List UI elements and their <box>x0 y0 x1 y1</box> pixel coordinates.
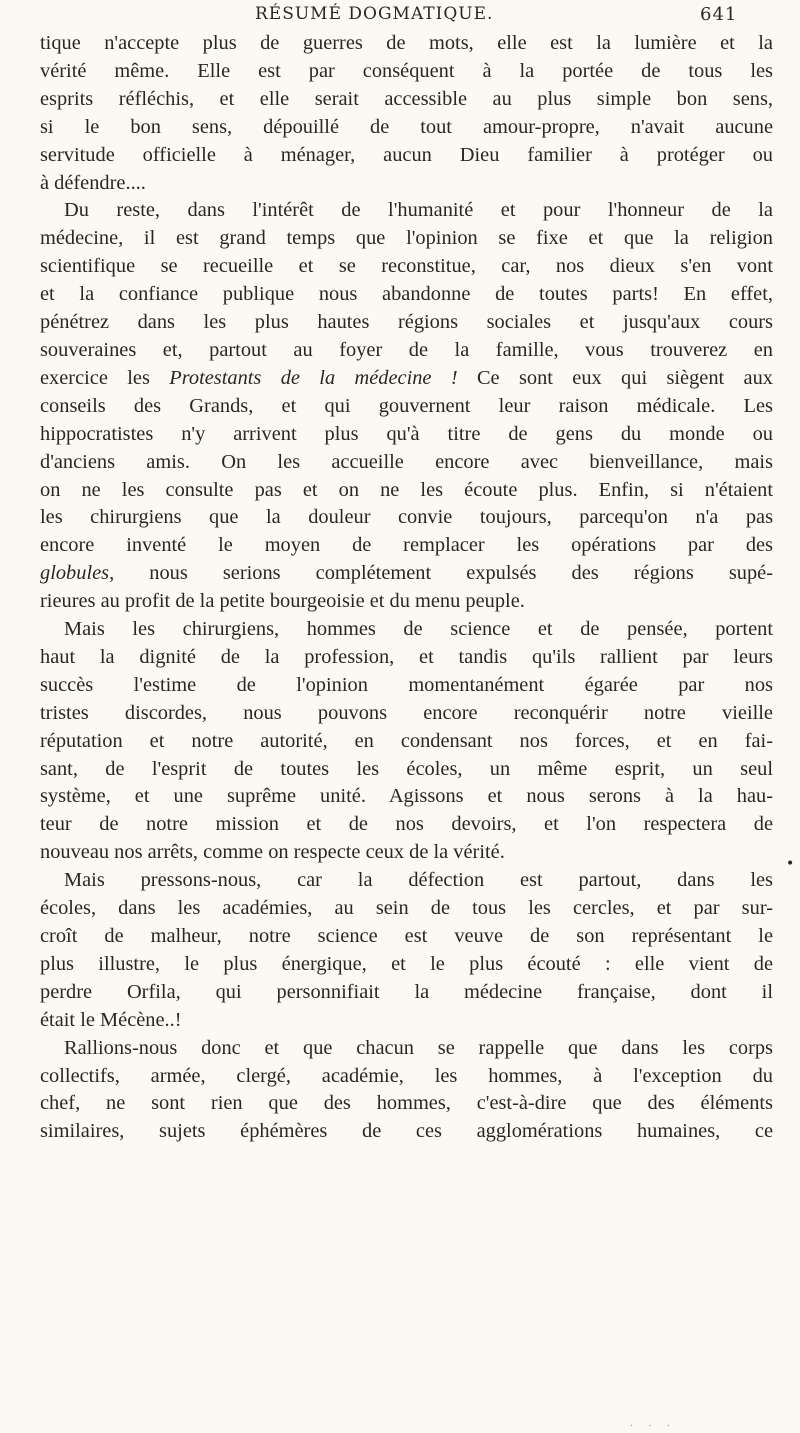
text-line: haut la dignité de la profession, et tandis qu'ils rallient par leurs <box>40 645 773 668</box>
text-line: perdre Orfila, qui personnifiait la médecine française, dont il <box>40 980 773 1003</box>
text-line-mixed <box>40 560 773 588</box>
text-line: d'anciens amis. On les accueille encore avec bienveillance, mais <box>40 450 773 473</box>
text-line: servitude officielle à ménager, aucun Dieu familier à protéger ou <box>40 143 773 166</box>
text-line: sant, de l'esprit de toutes les écoles, un même esprit, un seul <box>40 757 773 780</box>
text-line: système, et une suprême unité. Agissons et nous serons à la hau- <box>40 785 773 808</box>
text-line: croît de malheur, notre science est veuve de son représentant le <box>40 925 773 947</box>
text-line: collectifs, armée, clergé, académie, les hommes, à l'exception du <box>40 1064 773 1087</box>
text-line: plus illustre, le plus énergique, et le plus écouté : elle vient de <box>40 952 773 975</box>
text-line: teur de notre mission et de nos devoirs, et l'on respectera de <box>40 813 773 836</box>
text-line: encore inventé le moyen de remplacer les opérations par des <box>40 534 773 557</box>
text-line: succès l'estime de l'opinion momentanément égarée par nos <box>40 673 773 696</box>
text-line: on ne les consulte pas et on ne les écoute plus. Enfin, si n'étaient <box>40 478 773 501</box>
text-run: exercice les <box>40 366 170 389</box>
bottom-specks: . . . <box>630 1418 676 1429</box>
text-run: Ce sont eux qui siègent aux <box>457 366 773 389</box>
text-line: médecine, il est grand temps que l'opinion se fixe et que la religion <box>40 227 773 250</box>
paragraph-start-line: Mais les chirurgiens, hommes de science et de pensée, portent <box>64 618 773 641</box>
paragraph-start-line: Rallions-nous donc et que chacun se rappelle que dans les corps <box>64 1036 773 1059</box>
text-line: si le bon sens, dépouillé de tout amour-propre, n'avait aucune <box>40 115 773 138</box>
text-line: les chirurgiens que la douleur convie toujours, parcequ'on n'a pas <box>40 506 773 529</box>
margin-mark: • <box>786 856 795 872</box>
text-line: pénétrez dans les plus hautes régions sociales et jusqu'aux cours <box>40 311 773 334</box>
text-line: souveraines et, partout au foyer de la famille, vous trouverez en <box>40 338 773 361</box>
italic-phrase: Protestants de la médecine ! <box>169 366 458 389</box>
text-line: tristes discordes, nous pouvons encore reconquérir notre vieille <box>40 701 773 724</box>
text-line: scientifique se recueille et se reconstitue, car, nos dieux s'en vont <box>40 255 773 278</box>
text-line: chef, ne sont rien que des hommes, c'est-à-dire que des éléments <box>40 1092 773 1115</box>
text-line-mixed <box>40 365 773 393</box>
page-header <box>0 4 800 32</box>
text-line: rieures au profit de la petite bourgeoisie et du menu peuple. <box>40 590 525 613</box>
text-line: similaires, sujets éphémères de ces agglomérations humaines, ce <box>40 1120 773 1143</box>
page-number: 641 <box>700 4 738 25</box>
text-line: tique n'accepte plus de guerres de mots, elle est la lumière et la <box>40 32 773 54</box>
paragraph-start-line: Du reste, dans l'intérêt de l'humanité et pour l'honneur de la <box>64 199 773 222</box>
text-line: nouveau nos arrêts, comme on respecte ceux de la vérité. <box>40 841 505 864</box>
text-line: conseils des Grands, et qui gouvernent leur raison médicale. Les <box>40 394 773 417</box>
text-line: esprits réfléchis, et elle serait accessible au plus simple bon sens, <box>40 87 773 110</box>
italic-word: globules <box>40 562 110 585</box>
text-line: à défendre.... <box>40 171 146 194</box>
paragraph-start-line: Mais pressons-nous, car la défection est partout, dans les <box>64 869 773 892</box>
text-line: réputation et notre autorité, en condensant nos forces, et en fai- <box>40 729 773 752</box>
text-line: vérité même. Elle est par conséquent à la portée de tous les <box>40 59 773 82</box>
text-line: écoles, dans les académies, au sein de tous les cercles, et par sur- <box>40 897 773 920</box>
running-title: RÉSUMÉ DOGMATIQUE. <box>255 4 494 24</box>
text-run: , nous serions complétement expulsés des régions supé- <box>109 562 773 585</box>
text-line: et la confiance publique nous abandonne de toutes parts! En effet, <box>40 283 773 306</box>
body-text <box>40 30 773 1146</box>
text-line: hippocratistes n'y arrivent plus qu'à titre de gens du monde ou <box>40 422 773 445</box>
text-line: était le Mécène..! <box>40 1008 182 1031</box>
